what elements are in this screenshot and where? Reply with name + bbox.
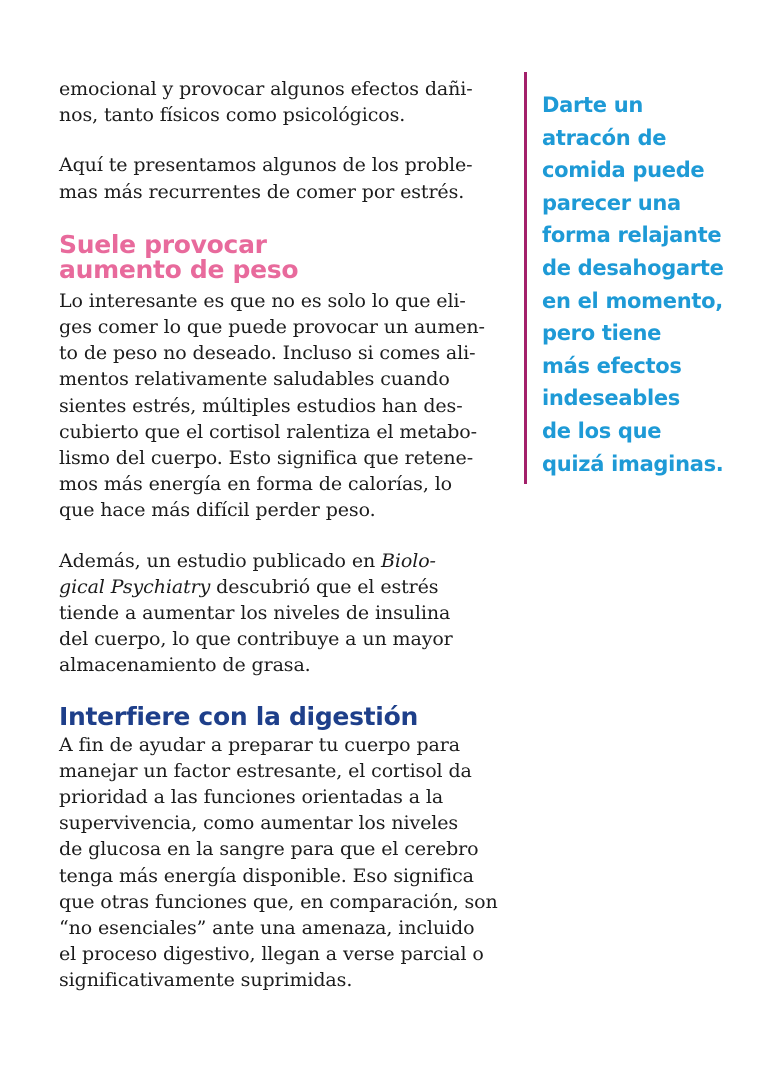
- text-line: de glucosa en la sangre para que el cerebro: [59, 838, 479, 861]
- text-line: que otras funciones que, en comparación, son: [59, 890, 498, 913]
- text-line: del cuerpo, lo que contribuye a un mayor: [59, 628, 453, 651]
- pullquote-line: en el momento,: [542, 288, 723, 313]
- section2-paragraph-1: [59, 732, 499, 994]
- text-line: manejar un factor estresante, el cortisol da: [59, 759, 472, 782]
- text-line: tenga más energía disponible. Eso significa: [59, 864, 474, 887]
- text-line: el proceso digestivo, llegan a verse parcial o: [59, 943, 484, 966]
- text-line: lismo del cuerpo. Esto significa que retene-: [59, 447, 474, 470]
- intro-paragraph: [59, 76, 499, 128]
- text-line: to de peso no deseado. Incluso si comes ali-: [59, 342, 476, 365]
- heading-line: aumento de peso: [59, 254, 299, 284]
- text-line: tiende a aumentar los niveles de insulina: [59, 602, 451, 625]
- text-line: [59, 574, 499, 600]
- pullquote-line: parecer una: [542, 190, 681, 215]
- text-line: sientes estrés, múltiples estudios han des-: [59, 394, 463, 417]
- text-line: nos, tanto físicos como psicológicos.: [59, 104, 406, 127]
- paragraph-gap: [59, 524, 499, 548]
- pullquote-line: forma relajante: [542, 223, 722, 248]
- section-gap: [59, 679, 499, 704]
- text-line: [59, 548, 499, 574]
- pullquote-sidebar: [524, 72, 754, 484]
- section1-paragraph-1: [59, 288, 499, 524]
- text-line: significativamente suprimidas.: [59, 969, 353, 992]
- main-column: [59, 76, 499, 994]
- pullquote-line: Darte un: [542, 93, 644, 117]
- text-line: Aquí te presentamos algunos de los proble-: [59, 154, 473, 177]
- text-line: supervivencia, como aumentar los niveles: [59, 812, 459, 835]
- text-run: Además, un estudio publicado en: [59, 549, 382, 572]
- pullquote-rule: [524, 72, 527, 484]
- text-line: mos más energía en forma de calorías, lo: [59, 473, 453, 496]
- section-gap: [59, 205, 499, 232]
- journal-title-part-1: Biolo-: [381, 549, 436, 572]
- text-line: que hace más difícil perder peso.: [59, 499, 376, 522]
- text-line: A fin de ayudar a preparar tu cuerpo para: [59, 733, 460, 756]
- pullquote-line: comida puede: [542, 158, 705, 183]
- heading-line: Interfiere con la digestión: [59, 701, 418, 731]
- pullquote-line: pero tiene: [542, 321, 662, 346]
- text-line: prioridad a las funciones orientadas a la: [59, 786, 444, 809]
- text-line: emocional y provocar algunos efectos dañi-: [59, 78, 473, 100]
- pullquote-line: atracón de: [542, 125, 667, 150]
- text-line: mentos relativamente saludables cuando: [59, 368, 450, 391]
- section1-paragraph-2: [59, 548, 499, 679]
- text-line: Lo interesante es que no es solo lo que eli-: [59, 289, 466, 312]
- heading-line: Suele provocar: [59, 229, 267, 259]
- text-line: cubierto que el cortisol ralentiza el metabo-: [59, 420, 477, 443]
- text-line: ges comer lo que puede provocar un aumen-: [59, 316, 485, 339]
- section1-heading: [59, 229, 499, 284]
- text-line: “no esenciales” ante una amenaza, incluido: [59, 917, 475, 940]
- intro2-paragraph: [59, 152, 499, 204]
- paragraph-gap: [59, 128, 499, 152]
- pullquote-line: indeseables: [542, 386, 681, 411]
- pullquote-line: de los que: [542, 418, 662, 443]
- pullquote-line: de desahogarte: [542, 255, 724, 280]
- pullquote-text: [542, 89, 724, 480]
- text-run: descubrió que el estrés: [210, 575, 439, 598]
- text-line: mas más recurrentes de comer por estrés.: [59, 180, 465, 203]
- pullquote-line: más efectos: [542, 353, 682, 378]
- section2-heading: [59, 701, 499, 731]
- journal-title-part-2: gical Psychiatry: [59, 575, 211, 598]
- pullquote-line: quizá imaginas.: [542, 451, 724, 476]
- text-line: almacenamiento de grasa.: [59, 654, 311, 677]
